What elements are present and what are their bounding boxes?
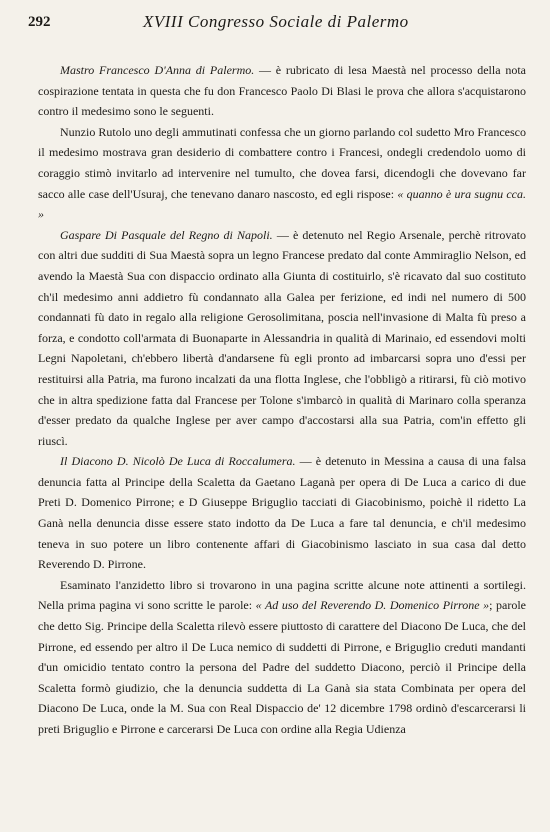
paragraph-lead: Gaspare Di Pasquale del Regno di Napoli. — [60, 227, 273, 242]
paragraph-lead: Il Diacono D. Nicolò De Luca di Roccalumera. — [60, 454, 296, 469]
paragraph-lead: Mastro Francesco D'Anna di Palermo. — [60, 63, 255, 77]
paragraph-rutolo — [38, 122, 526, 225]
paragraph-text: — è rubricato di lesa Maestà nel processo della nota cospirazione tentata in questa che fu don Francesco Paolo Di Blasi le prova che allora s'acquistarono contro il medesimo sono le seguenti. — [38, 63, 526, 119]
paragraph-quote: « quanno è ura sugnu cca. » — [38, 186, 526, 222]
paragraph-quote: « Ad uso del Reverendo D. Domenico Pirrone » — [252, 598, 490, 613]
paragraph-text: Esaminato l'anzidetto libro si trovarono in una pagina scritte alcune note attinenti a sortilegi. Nella prima pagina vi sono scritte le parole: — [38, 577, 526, 613]
paragraph-text-continued: ; parole che detto Sig. Principe della Scaletta rilevò essere piuttosto di carattere del Diacono De Luca, che del Pirrone, ed essendo per altro il De Luca nemico di suddetti di Pirrone, e Briguglio creduti mandanti d'un omicidio tentato contro la persona del Padre del suddetto Diacono, perciò il Principe della Scaletta formò giudizio, che la denuncia suddetta di La Ganà sia stata Combinata per opera del Diacono De Luca, onde la M. Sua con Real Dispaccio de' 12 dicembre 1798 ordinò d'escarcerarsi li preti Briguglio e Pirrone e carcerarsi De Luca con ordine alla Regia Udienza — [38, 598, 527, 736]
paragraph-libro — [38, 575, 526, 740]
page-header — [28, 12, 526, 36]
paragraph-text: — è detenuto nel Regio Arsenale, perchè ritrovato con altri due sudditi di Sua Maestà sopra un legno Francese predato dal conte Ammiraglio Nelson, ed avendo la Maestà Sua con dispaccio ordinato alla Giunta di costituirlo, s'è ricavato dal suo costituto ch'il medesimo anni addietro fù condannato alla Galea per ferizione, ed indi nel numero di 500 condannati fù dato in regalo alla religione Gerosolimitana, poscia nell'invasione di Malta fù preso a forza, e condotto coll'armata di Buonaparte in Alessandria in qualità di Marinaio, ed essendovi molti Legni Napoletani, ch'ebbero libertà d'andarsene fù egli pronto ad imbarcarsi sopra uno d'essi per restituirsi alla Patria, ma furono incalzati da una flotta Inglese, che l'obbligò a ritirarsi, fù ciò motivo che in altra spedizione fatta dal Francese per Tolone s'imbarcò in qualità di Marinaro colla speranza d'esser predato da qualche Inglese per aver campo d'accostarsi alla sua Patria, com'in effetto gli riuscì. — [38, 227, 527, 448]
body-text — [38, 60, 526, 740]
paragraph-text: — è detenuto in Messina a causa di una falsa denuncia fatta al Principe della Scaletta da Gaetano Laganà per opera di De Luca a carico di due Preti D. Domenico Pirrone; e D Giuseppe Briguglio tacciati di Giacobinismo, poichè il ridetto La Ganà nella denuncia disse essere stato indotto da De Luca a fare tal denuncia, e ch'il medesimo teneva in suo potere un libro contenente affari di Giacobinismo lasciato in sua casa dal detto Reverendo D. Pirrone. — [38, 454, 527, 572]
page-number: 292 — [28, 14, 51, 30]
paragraph-text: Nunzio Rutolo uno degli ammutinati confessa che un giorno parlando col sudetto Mro Francesco il medesimo mostrava gran desiderio di combattere contro i Francesi, ondegli credendolo uomo di coraggio stimò invitarlo ad intervenire nel tumulto, che dovea farsi, dicendogli che dovevano far sacco alle case dell'Usuraj, che tenevano danaro nascosto, ed egli rispose: — [38, 124, 526, 201]
running-title: XVIII Congresso Sociale di Palermo — [143, 12, 409, 31]
paragraph-de-luca — [38, 451, 526, 575]
paragraph-d-anna — [38, 60, 526, 122]
paragraph-di-pasquale — [38, 225, 526, 452]
